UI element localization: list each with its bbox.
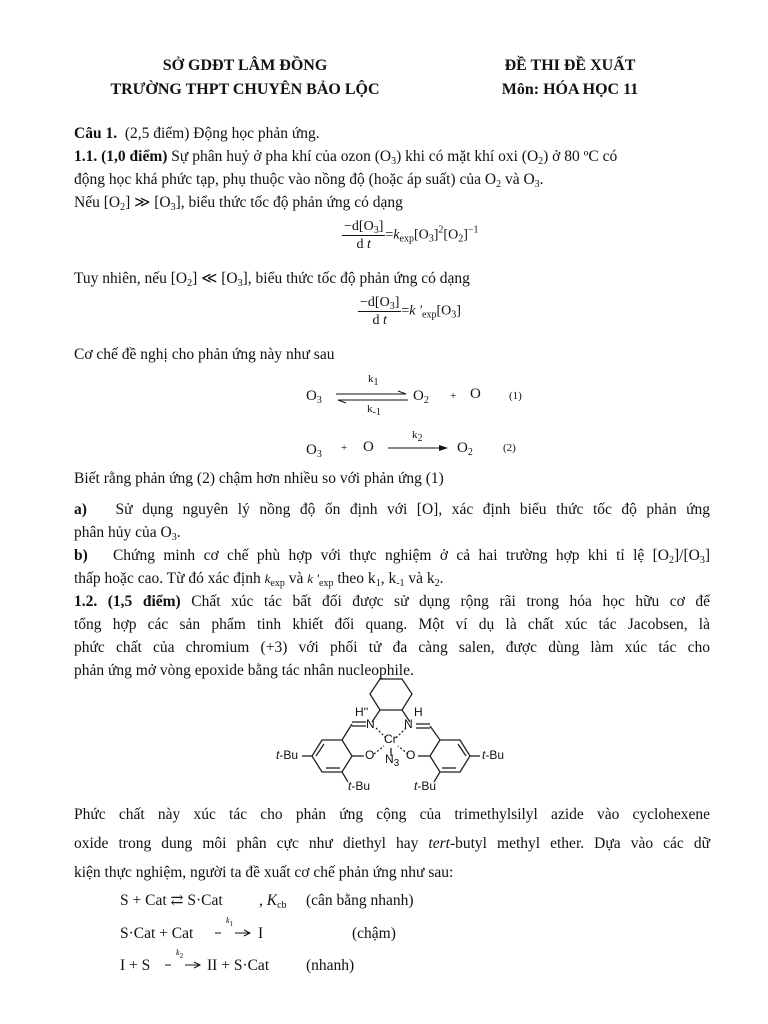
p12-line4: phản ứng mở vòng epoxide bằng tác nhân nucleophile. xyxy=(74,662,414,679)
header-right xyxy=(455,54,685,102)
p11-case1: Nếu $[O_2]$ ≫ $[O_3]$, biểu thức tốc độ phản ứng có dạng xyxy=(74,194,403,213)
slow-step-note: Biết rằng phản ứng (2) chậm hơn nhiều so với phản ứng (1) xyxy=(74,470,444,487)
part-a-line1: a) Sử dụng nguyên lý nồng độ ổn định với [O], xác định biểu thức tốc độ phản ứng xyxy=(74,501,710,518)
step-1: S + Cat ⇄ S·Cat xyxy=(120,892,223,909)
r2-k2: $k_2$ xyxy=(412,429,423,444)
step-1-constant: , $K_{cb}$ xyxy=(259,892,287,911)
part-b-line2: thấp hoặc cao. Từ đó xác định $k_{exp}$ và k '$_{exp}$ theo $k_1$, $k_{-1}$ và $k_2$. xyxy=(74,570,444,589)
r1-reactant: $O_3$ xyxy=(306,388,322,406)
label-n3: $N_3$ xyxy=(385,752,400,769)
r2-reactant-o: O xyxy=(363,439,374,455)
r1-product-o: O xyxy=(470,386,481,402)
p12-after-line1: Phức chất này xúc tác cho phản ứng cộng của trimethylsilyl azide vào cyclohexene xyxy=(74,806,710,823)
label-h-right: H xyxy=(414,705,423,719)
header-left xyxy=(80,54,410,102)
label-o-right: O xyxy=(406,748,416,762)
r2-reactant-o3: $O_3$ xyxy=(306,442,322,460)
p12-after-line3: kiện thực nghiệm, người ta đề xuất cơ chế phản ứng như sau: xyxy=(74,864,454,881)
mechanism-intro: Cơ chế đề nghị cho phản ứng này như sau xyxy=(74,346,335,363)
step-2-note: (chậm) xyxy=(352,925,396,942)
part-a-line2: phân hủy của $O_3$. xyxy=(74,524,181,543)
step-2-product: I xyxy=(258,925,264,942)
subject-name: Môn: HÓA HỌC 11 xyxy=(501,81,639,98)
label-tbu-right: t-Bu xyxy=(482,748,505,762)
label-n-right: N xyxy=(404,717,413,731)
school-name: TRƯỜNG THPT CHUYÊN BẢO LỘC xyxy=(110,81,380,98)
question-heading: Câu 1. (2,5 điểm) Động học phản ứng. xyxy=(74,125,320,142)
reaction-arrow-icon xyxy=(386,443,450,453)
label-tbu-bottom-right: t-Bu xyxy=(414,779,437,793)
step-3-k: $k_2$ xyxy=(176,948,184,960)
step-3-note: (nhanh) xyxy=(306,957,355,974)
p11-line2: động học khá phức tạp, phụ thuộc vào nồng độ (hoặc áp suất) của $O_2$ và $O_3$. xyxy=(74,171,544,190)
equilibrium-arrow-icon xyxy=(334,390,410,404)
step-2-left: S·Cat + Cat xyxy=(120,925,194,942)
step-1-note: (cân bằng nhanh) xyxy=(306,892,414,909)
step-3-left: I + S xyxy=(120,957,151,974)
r1-plus: + xyxy=(450,390,457,402)
r1-km1: $k_{-1}$ xyxy=(367,403,381,418)
step-2-k: $k_1$ xyxy=(226,916,234,928)
department-name: SỞ GDĐT LÂM ĐỒNG xyxy=(162,57,328,74)
label-h-left: H'' xyxy=(355,705,369,719)
r1-product-o2: $O_2$ xyxy=(413,388,429,406)
rate-equation-1: $\frac{-d[O_3]}{\text{d t}}$ $=k_{exp}[O_3]^2[O_2]^{-1}$ xyxy=(344,219,479,252)
label-n-left: N xyxy=(366,717,375,731)
p12-line2: tổng hợp các sản phẩm tinh khiết đối quang. Một ví dụ là chất xúc tác Jacobsen, là xyxy=(74,616,710,633)
p12-line1: 1.2. (1,5 điểm) Chất xúc tác bất đối được sử dụng rộng rãi trong hóa học hữu cơ để xyxy=(74,593,711,610)
p12-after-line2: oxide trong dung môi phân cực như diethyl hay tert-butyl methyl ether. Dựa vào các dữ xyxy=(74,835,710,852)
p11-case2: Tuy nhiên, nếu $[O_2]$ ≪ $[O_3]$, biểu thức tốc độ phản ứng có dạng xyxy=(74,270,470,289)
part-b-line1: b) Chứng minh cơ chế phù hợp với thực nghiệm ở cả hai trường hợp khi tỉ lệ $[O_2]/[O_3]$ xyxy=(74,547,711,566)
label-o-left: O xyxy=(365,748,375,762)
p11-line1: 1.1. (1,0 điểm) Sự phân huỷ ở pha khí của ozon $(O_3)$ khi có mặt khí oxi $(O_2)$ ở 80 ºC có xyxy=(74,148,618,167)
r1-k1: $k_1$ xyxy=(368,373,379,388)
rate-equation-2: $\frac{-d[O_3]}{\text{d t}}$ =k '$_{exp}[O_3]$ xyxy=(360,295,461,328)
label-tbu-left: t-Bu xyxy=(276,748,299,762)
step-3-products: II + S·Cat xyxy=(207,957,270,974)
exam-title: ĐỀ THI ĐỀ XUẤT xyxy=(504,57,636,74)
step-3-arrow-icon xyxy=(163,961,203,969)
r1-number: (1) xyxy=(509,390,522,402)
r2-product: $O_2$ xyxy=(457,440,473,458)
label-tbu-bottom-left: t-Bu xyxy=(348,779,371,793)
p12-line3: phức chất của chromium (+3) với phối tử đa càng salen, được dùng làm xúc tác cho xyxy=(74,639,710,656)
label-cr: Cr xyxy=(384,732,397,746)
r2-plus: + xyxy=(341,442,348,454)
step-2-arrow-icon xyxy=(213,929,253,937)
r2-number: (2) xyxy=(503,442,516,454)
